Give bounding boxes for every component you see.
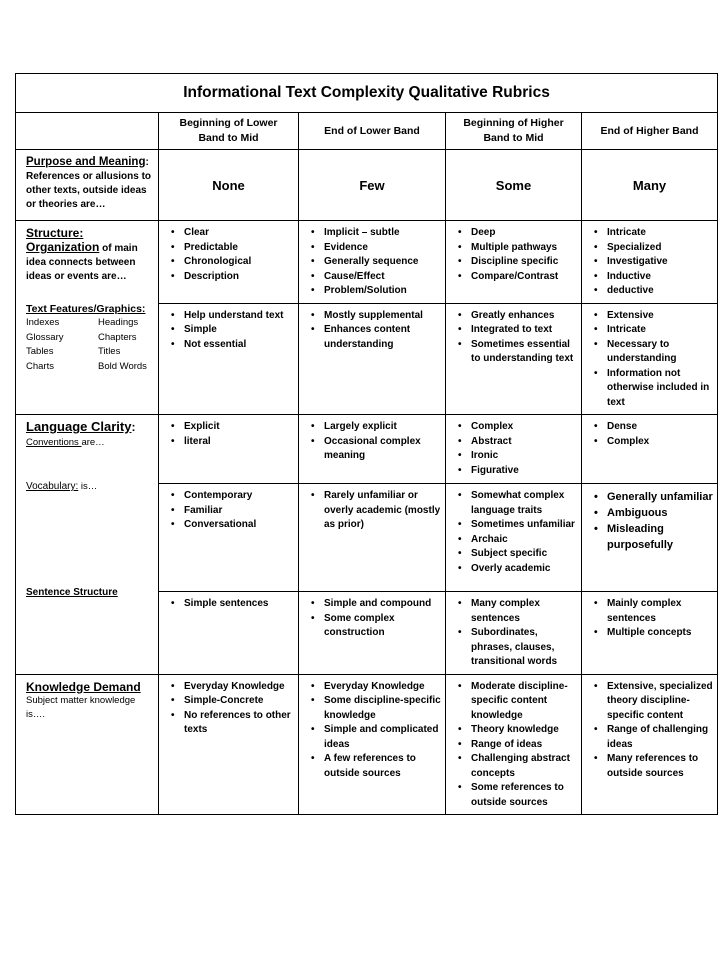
header-end-higher: End of Higher Band (582, 113, 718, 150)
knowledge-level-4 (582, 674, 718, 815)
header-blank (16, 113, 159, 150)
list-item: • Predictable (171, 241, 294, 256)
vocabulary-level-2 (299, 484, 446, 592)
list-item: • Mostly supplemental (311, 309, 441, 324)
language-category (16, 415, 159, 675)
list-item: • Multiple pathways (458, 241, 577, 256)
list-item: • Complex (594, 435, 713, 450)
list-item: • Range of ideas (458, 738, 577, 753)
language-colon: : (131, 420, 136, 434)
language-conventions-row (16, 415, 718, 484)
list-item: • Subordinates, phrases, clauses, transitional words (458, 626, 577, 670)
text-features-list (26, 316, 154, 374)
list-item: • deductive (594, 284, 713, 299)
list-item: • Information not otherwise included in text (594, 367, 713, 411)
list-item: • Everyday Knowledge (171, 680, 294, 695)
features-level-1 (159, 303, 299, 415)
list-item: • Simple and compound (311, 597, 441, 612)
text-feature-item: Indexes (26, 317, 60, 328)
list-item: • Inductive (594, 270, 713, 285)
list-item: • Archaic (458, 533, 577, 548)
list-item: • Occasional complex meaning (311, 435, 441, 464)
list-item: • Figurative (458, 464, 577, 479)
list-item: • Some references to outside sources (458, 781, 577, 810)
knowledge-category (16, 674, 159, 815)
list-item: • Description (171, 270, 294, 285)
list-item: • Integrated to text (458, 323, 577, 338)
text-feature-item: Titles (98, 346, 121, 357)
list-item: • Chronological (171, 255, 294, 270)
text-feature-item: Headings (98, 317, 139, 328)
conventions-level-1 (159, 415, 299, 484)
sentence-level-2 (299, 592, 446, 675)
organization-level-1 (159, 221, 299, 304)
list-item: • Moderate discipline-specific content knowledge (458, 680, 577, 724)
list-item: • Compare/Contrast (458, 270, 577, 285)
list-item: • A few references to outside sources (311, 752, 441, 781)
conventions-label: Conventions (26, 437, 82, 448)
list-item: • Implicit – subtle (311, 226, 441, 241)
list-item: • Intricate (594, 323, 713, 338)
knowledge-level-1 (159, 674, 299, 815)
list-item: • Many references to outside sources (594, 752, 713, 781)
list-item: • Range of challenging ideas (594, 723, 713, 752)
features-level-3 (446, 303, 582, 415)
list-item: • Explicit (171, 420, 294, 435)
header-beginning-higher: Beginning of Higher Band to Mid (446, 113, 582, 150)
conventions-level-2 (299, 415, 446, 484)
list-item: • literal (171, 435, 294, 450)
text-feature-item: Tables (26, 346, 54, 357)
structure-category (16, 221, 159, 415)
list-item: • Simple-Concrete (171, 694, 294, 709)
vocabulary-level-4 (582, 484, 718, 592)
list-item: • Clear (171, 226, 294, 241)
organization-level-4 (582, 221, 718, 304)
list-item: • Extensive, specialized theory discipline-specific content (594, 680, 713, 724)
sentence-level-4 (582, 592, 718, 675)
list-item: • Complex (458, 420, 577, 435)
purpose-level-4: Many (582, 150, 718, 221)
list-item: • Ironic (458, 449, 577, 464)
purpose-description: References or allusions to other texts, outside ideas or theories are… (26, 171, 152, 210)
vocabulary-rest: is… (78, 481, 98, 492)
vocabulary-label: Vocabulary: (26, 481, 79, 492)
list-item: • Enhances content understanding (311, 323, 441, 352)
list-item: • Extensive (594, 309, 713, 324)
list-item: • Specialized (594, 241, 713, 256)
list-item: • Overly academic (458, 562, 577, 577)
list-item: • Largely explicit (311, 420, 441, 435)
purpose-category (16, 150, 159, 221)
text-feature-item: Bold Words (98, 360, 147, 372)
header-end-lower: End of Lower Band (299, 113, 446, 150)
organization-level-3 (446, 221, 582, 304)
list-item: • Not essential (171, 338, 294, 353)
list-item: • Everyday Knowledge (311, 680, 441, 695)
language-heading: Language Clarity (26, 419, 132, 434)
purpose-row (16, 150, 718, 221)
header-beginning-lower: Beginning of Lower Band to Mid (159, 113, 299, 150)
list-item: • Generally sequence (311, 255, 441, 270)
list-item: • Multiple concepts (594, 626, 713, 641)
list-item: • Some complex construction (311, 612, 441, 641)
list-item: • Simple (171, 323, 294, 338)
list-item: • Sometimes essential to understanding text (458, 338, 577, 367)
purpose-heading: Purpose and Meaning (26, 156, 146, 168)
list-item: • Somewhat complex language traits (458, 489, 577, 518)
list-item: • Cause/Effect (311, 270, 441, 285)
features-level-4 (582, 303, 718, 415)
organization-heading: Organization (26, 240, 100, 254)
list-item: • Many complex sentences (458, 597, 577, 626)
title-row (16, 74, 718, 113)
knowledge-description: Subject matter knowledge is…. (26, 694, 136, 720)
list-item: • Help understand text (171, 309, 294, 324)
conventions-rest: are… (81, 437, 105, 448)
list-item: • Necessary to understanding (594, 338, 713, 367)
list-item: • Generally unfamiliar (594, 489, 713, 505)
list-item: • Sometimes unfamiliar (458, 518, 577, 533)
list-item: • Rarely unfamiliar or overly academic (mostly as prior) (311, 489, 441, 533)
purpose-level-2: Few (299, 150, 446, 221)
features-level-2 (299, 303, 446, 415)
list-item: • Problem/Solution (311, 284, 441, 299)
list-item: • Deep (458, 226, 577, 241)
list-item: • Familiar (171, 504, 294, 519)
vocabulary-level-1 (159, 484, 299, 592)
list-item: • Conversational (171, 518, 294, 533)
knowledge-level-2 (299, 674, 446, 815)
sentence-level-3 (446, 592, 582, 675)
purpose-level-3: Some (446, 150, 582, 221)
knowledge-heading: Knowledge Demand (26, 679, 141, 694)
list-item: • Simple sentences (171, 597, 294, 612)
list-item: • Investigative (594, 255, 713, 270)
list-item: • Theory knowledge (458, 723, 577, 738)
conventions-level-4 (582, 415, 718, 484)
knowledge-level-3 (446, 674, 582, 815)
purpose-level-1: None (159, 150, 299, 221)
text-feature-item: Chapters (98, 331, 137, 343)
list-item: • Evidence (311, 241, 441, 256)
list-item: • Dense (594, 420, 713, 435)
header-row (16, 113, 718, 150)
text-feature-item: Charts (26, 360, 54, 372)
list-item: • Contemporary (171, 489, 294, 504)
page-title: Informational Text Complexity Qualitative Rubrics (16, 74, 718, 113)
list-item: • No references to other texts (171, 709, 294, 738)
text-feature-item: Glossary (26, 331, 64, 343)
rubric-table (15, 73, 718, 815)
list-item: • Greatly enhances (458, 309, 577, 324)
list-item: • Simple and complicated ideas (311, 723, 441, 752)
sentence-level-1 (159, 592, 299, 675)
vocabulary-level-3 (446, 484, 582, 592)
conventions-level-3 (446, 415, 582, 484)
structure-heading: Structure: (26, 226, 84, 240)
text-features-heading: Text Features/Graphics: (26, 303, 146, 315)
list-item: • Some discipline-specific knowledge (311, 694, 441, 723)
sentence-structure-label: Sentence Structure (26, 587, 118, 598)
organization-level-2 (299, 221, 446, 304)
list-item: • Intricate (594, 226, 713, 241)
list-item: • Challenging abstract concepts (458, 752, 577, 781)
list-item: • Misleading purposefully (594, 521, 713, 553)
knowledge-row (16, 674, 718, 815)
purpose-colon: : (145, 157, 149, 168)
list-item: • Abstract (458, 435, 577, 450)
list-item: • Ambiguous (594, 505, 713, 521)
list-item: • Mainly complex sentences (594, 597, 713, 626)
list-item: • Subject specific (458, 547, 577, 562)
list-item: • Discipline specific (458, 255, 577, 270)
organization-description: of main idea connects between ideas or events are… (26, 243, 138, 282)
structure-organization-row (16, 221, 718, 304)
